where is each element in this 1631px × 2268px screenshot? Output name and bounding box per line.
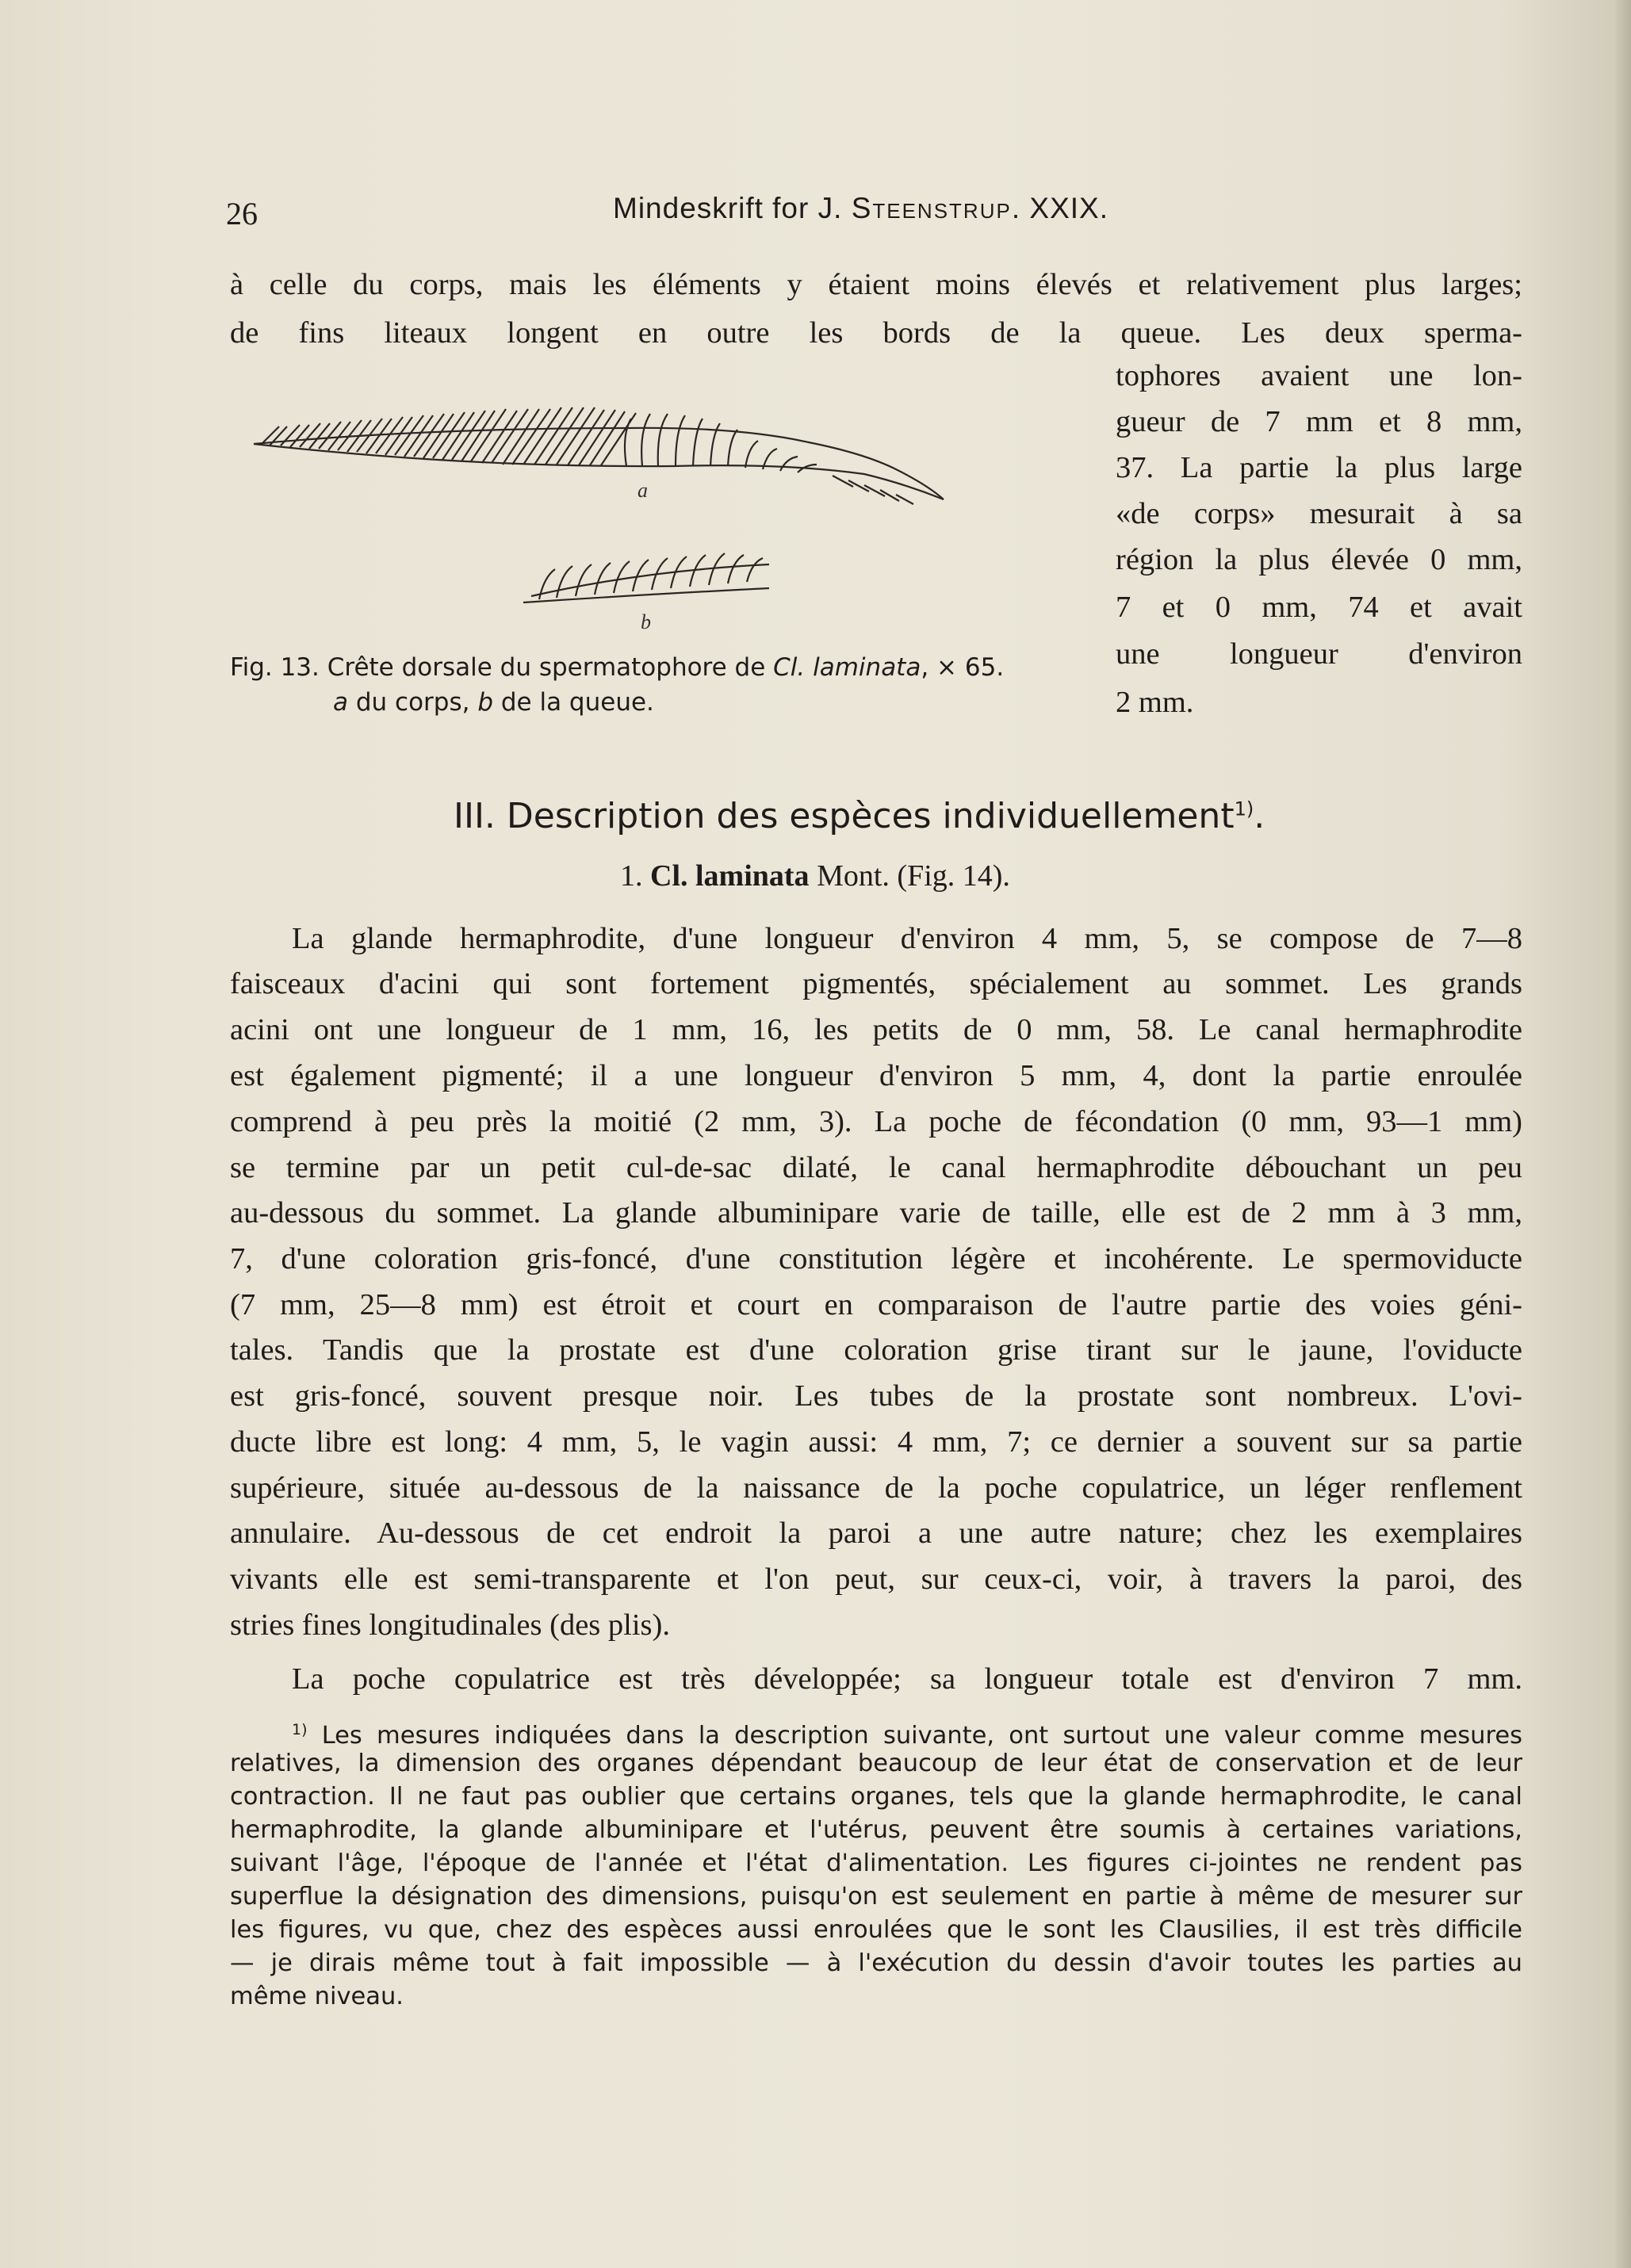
caption-a: a [333,688,348,717]
text-line: 7, d'une coloration gris-foncé, d'une constitution légère et incohérente. Le spermoviducte [230,1242,1522,1276]
species-name: Cl. laminata [650,859,810,893]
footnote-line: les figures, vu que, chez des espèces aussi enroulées que le sont les Clausilies, il est très difficile [230,1916,1522,1944]
section-title-end: . [1254,796,1265,836]
footnote-line: relatives, la dimension des organes dépendant beaucoup de leur état de conservation et de leur [230,1750,1522,1777]
figure-label-b: b [641,610,651,633]
page-header [226,190,1518,238]
text-line: ducte libre est long: 4 mm, 5, le vagin aussi: 4 mm, 7; ce dernier a souvent sur sa partie [230,1425,1522,1459]
sidebar-line: une longueur d'environ [1116,637,1522,671]
caption-mid: du corps, [348,688,478,717]
sidebar-line: 37. La partie la plus large [1116,451,1522,484]
text-line: se termine par un petit cul-de-sac dilaté, le canal hermaphrodite débouchant un peu [230,1151,1522,1184]
caption-end: de la queue. [493,688,654,717]
footnote-marker: 1) [292,1721,308,1738]
text-line: comprend à peu près la moitié (2 mm, 3). La poche de fécondation (0 mm, 93—1 mm) [230,1105,1522,1138]
footnote-text: Les mesures indiquées dans la description suivante, ont surtout une valeur comme mesures [307,1722,1522,1750]
text-line: est également pigmenté; il a une longueur d'environ 5 mm, 4, dont la partie enroulée [230,1059,1522,1092]
footnote-line: même niveau. [230,1983,404,2010]
running-head [613,192,1108,225]
sidebar-line: 2 mm. [1116,686,1194,719]
section-title [454,796,1265,836]
sidebar-line: tophores avaient une lon- [1116,359,1522,392]
sidebar-line: région la plus élevée 0 mm, [1116,543,1522,576]
text-line: à celle du corps, mais les éléments y étaient moins élevés et relativement plus larges; [230,268,1522,301]
running-head-pre: Mindeskrift for J. [613,192,852,224]
caption-prefix: Fig. 13. Crête dorsale du spermatophore de [230,653,774,682]
text-line: La poche copulatrice est très développée; sa longueur totale est d'environ 7 mm. [292,1662,1522,1696]
footnote-line: contraction. Il ne faut pas oublier que certains organes, tels que la glande hermaphrodite, le canal [230,1783,1522,1811]
caption-b: b [477,688,494,717]
text-line: est gris-foncé, souvent presque noir. Les tubes de la prostate sont nombreux. L'ovi- [230,1379,1522,1413]
figure-label-a: a [637,479,648,502]
text-line: vivants elle est semi-transparente et l'on peut, sur ceux-ci, voir, à travers la paroi, des [230,1562,1522,1596]
text-line: stries fines longitudinales (des plis). [230,1608,670,1642]
footnote-line: hermaphrodite, la glande albuminipare et l'utérus, peuvent être soumis à certaines variations, [230,1816,1522,1844]
species-author-fig: Mont. (Fig. 14). [809,859,1010,893]
running-head-volume: . XXIX. [1011,192,1108,224]
page-number: 26 [226,196,258,231]
text-line: au-dessous du sommet. La glande albuminipare varie de taille, elle est de 2 mm à 3 mm, [230,1196,1522,1230]
text-line: de fins liteaux longent en outre les bords de la queue. Les deux sperma- [230,316,1522,350]
running-head-author: Steenstrup [851,192,1012,224]
footnote-line: — je dirais même tout à fait impossible — à l'exécution du dessin d'avoir toutes les parties au [230,1949,1522,1977]
text-line: acini ont une longueur de 1 mm, 16, les petits de 0 mm, 58. Le canal hermaphrodite [230,1013,1522,1046]
text-line: La glande hermaphrodite, d'une longueur d'environ 4 mm, 5, se compose de 7—8 [292,922,1522,955]
text-line: tales. Tandis que la prostate est d'une coloration grise tirant sur le jaune, l'oviducte [230,1333,1522,1367]
sidebar-line: «de corps» mesurait à sa [1116,497,1522,530]
section-title-text: III. Description des espèces individuellement [454,796,1235,836]
footnote-line: superflue la désignation des dimensions, puisqu'on est seulement en partie à même de mesurer sur [230,1883,1522,1910]
page-edge-shadow [1614,0,1631,2268]
text-line: annulaire. Au-dessous de cet endroit la paroi a une autre nature; chez les exemplaires [230,1516,1522,1550]
species-number: 1. [620,859,650,893]
species-heading [620,859,1010,893]
sidebar-line: gueur de 7 mm et 8 mm, [1116,405,1522,438]
sidebar-line: 7 et 0 mm, 74 et avait [1116,591,1522,624]
caption-suffix: , × 65. [921,653,1005,682]
section-title-note: 1) [1234,797,1254,820]
crest-drawing [230,381,1094,642]
caption-species: Cl. laminata [773,653,921,682]
figure-caption [230,650,1086,720]
footnote-line: suivant l'âge, l'époque de l'année et l'état d'alimentation. Les figures ci-jointes ne rendent pas [230,1849,1522,1877]
text-line: supérieure, située au-dessous de la naissance de la poche copulatrice, un léger renflement [230,1471,1522,1505]
caption-line-2 [230,685,1086,720]
text-line: (7 mm, 25—8 mm) est étroit et court en comparaison de l'autre partie des voies géni- [230,1288,1522,1321]
text-line: faisceaux d'acini qui sont fortement pigmentés, spécialement au sommet. Les grands [230,967,1522,1000]
